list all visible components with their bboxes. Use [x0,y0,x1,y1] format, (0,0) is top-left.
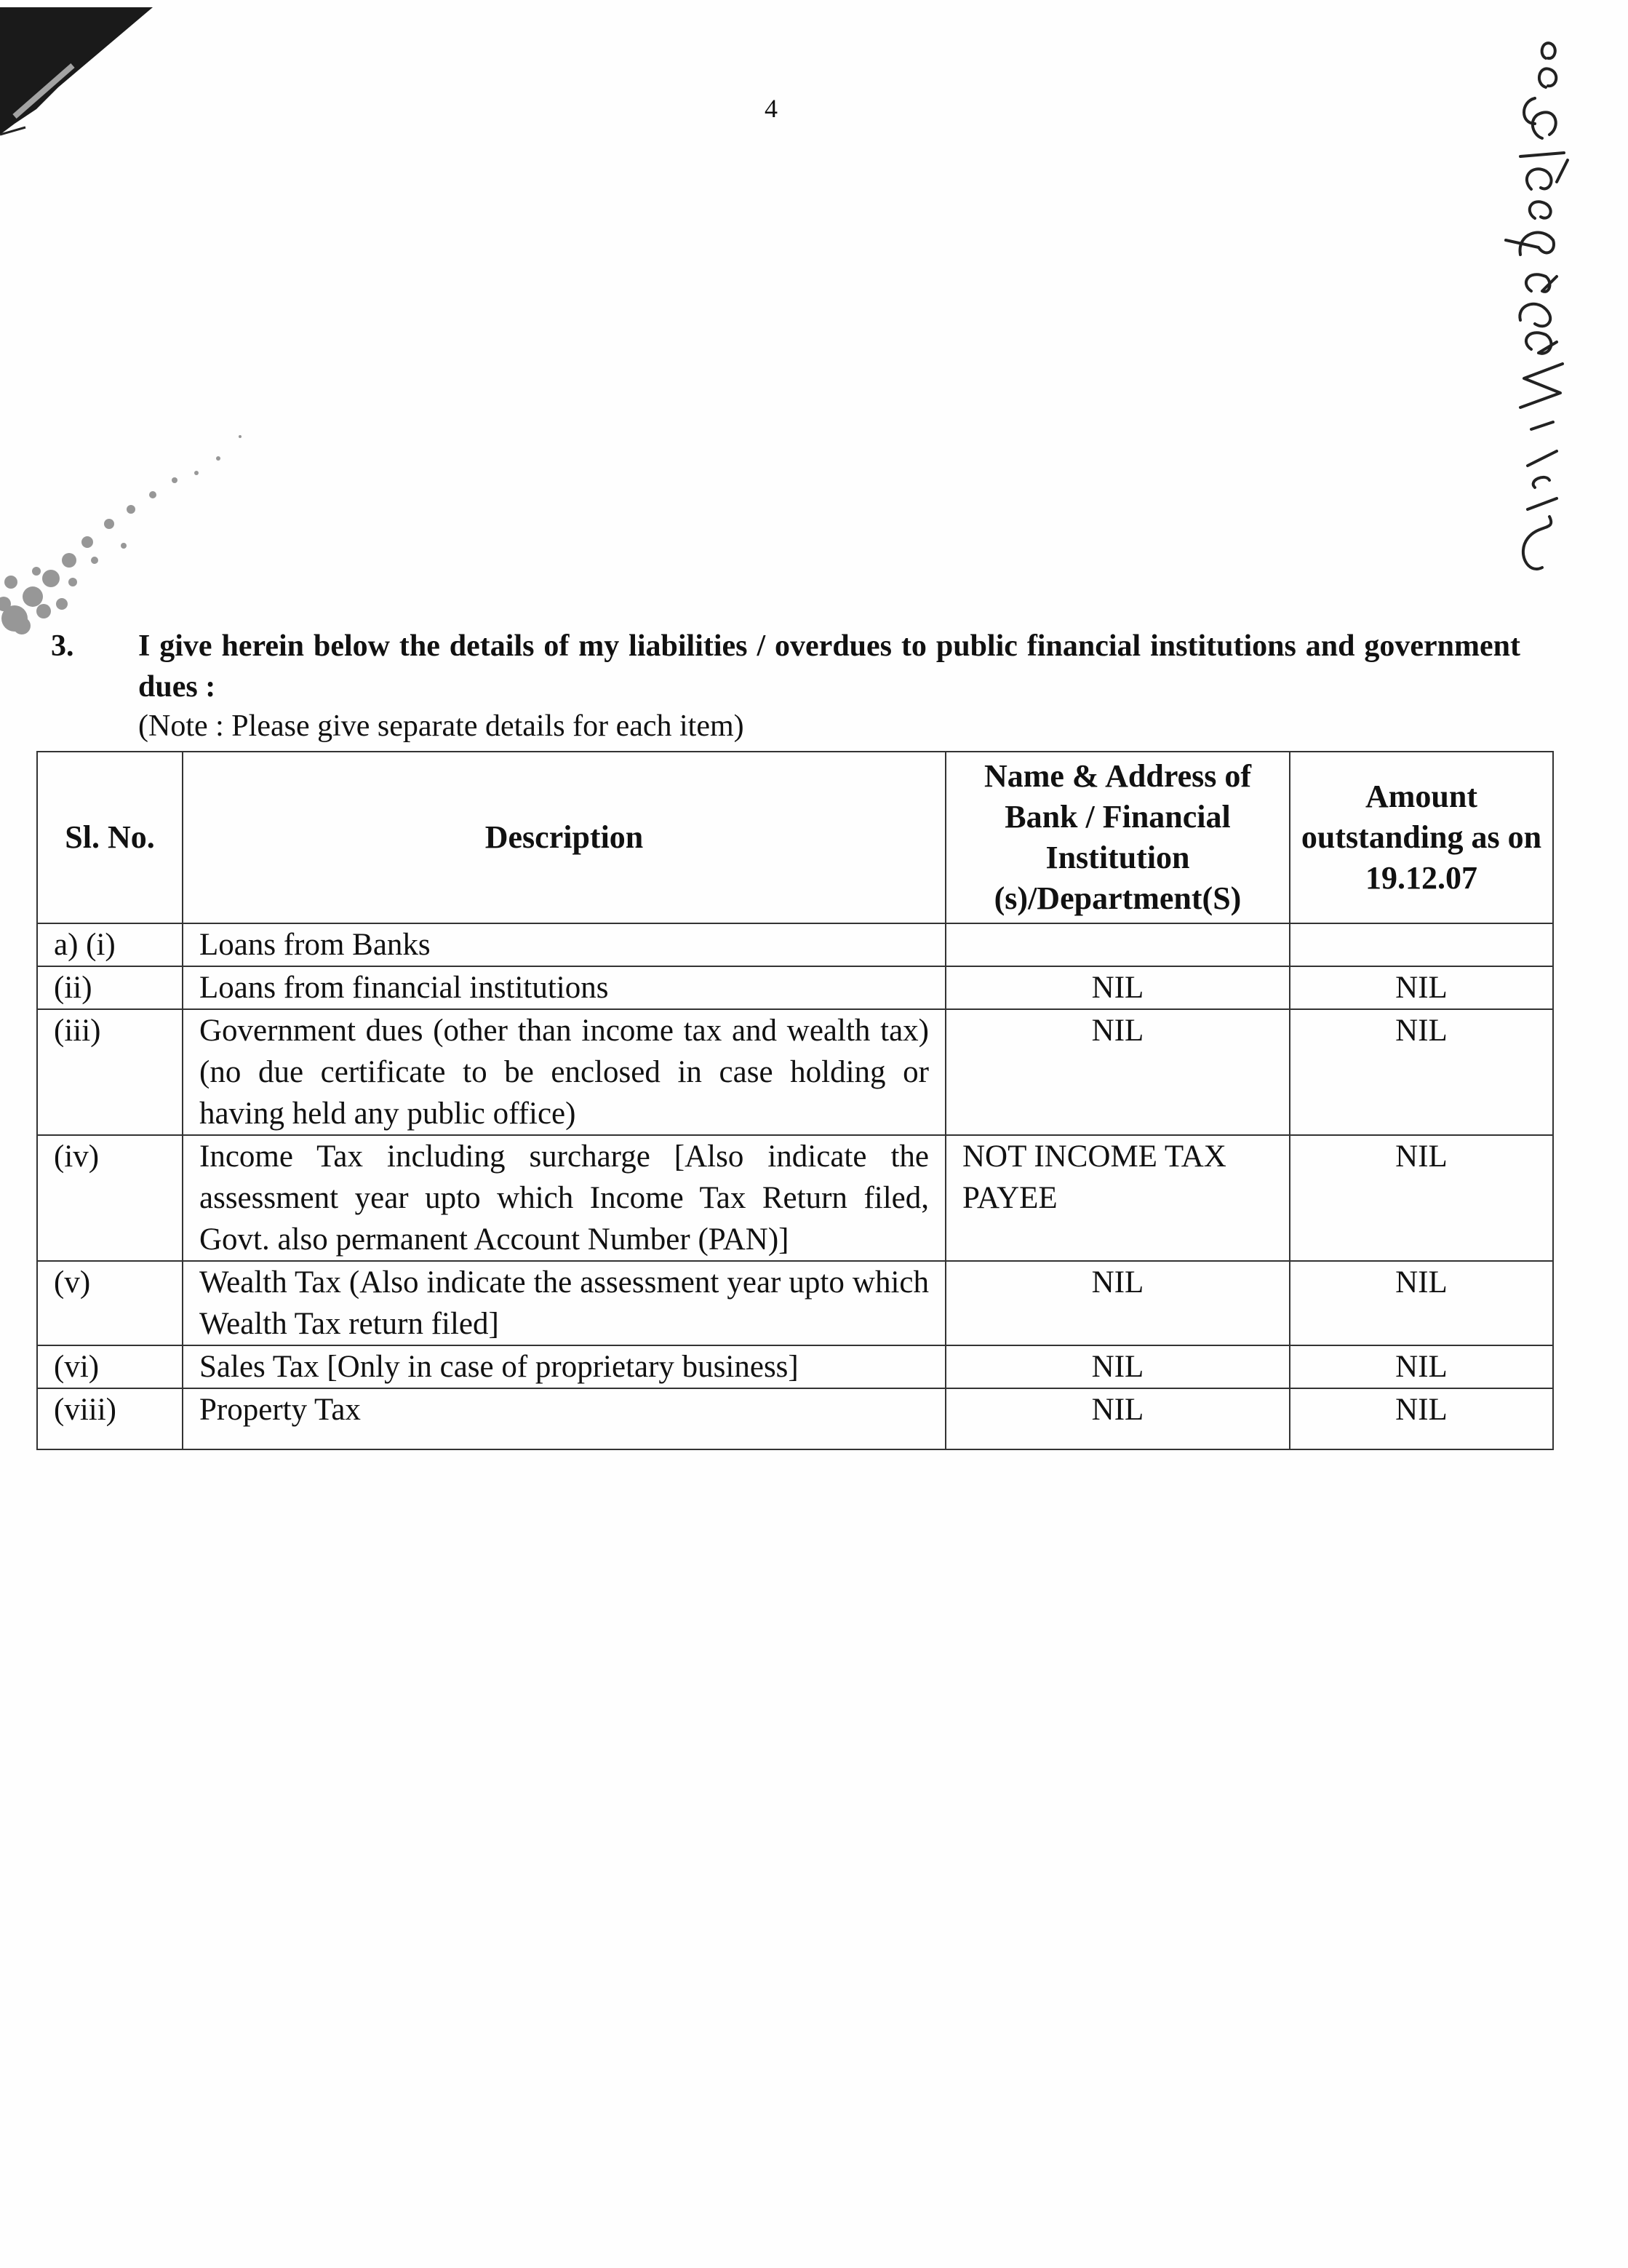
row-description: Government dues (other than income tax and wealth tax) (no due certificate to be enclosed in case holding or having held any public office) [183,1009,946,1135]
page-number: 4 [765,94,778,123]
table-row [37,1009,1553,1135]
scan-speckle-noise [0,407,306,640]
table-row [37,966,1553,1009]
liabilities-table [36,751,1554,1450]
row-sl-no: (ii) [37,966,183,1009]
row-amount: NIL [1290,1261,1553,1345]
row-description: Loans from financial institutions [183,966,946,1009]
row-bank: NIL [946,966,1290,1009]
row-bank: NIL [946,1009,1290,1135]
row-description: Income Tax including surcharge [Also indicate the assessment year upto which Income Tax Return filed, Govt. also permanent Account Number (PAN)] [183,1135,946,1261]
header-bank: Name & Address of Bank / Financial Institution (s)/Department(S) [946,752,1290,923]
row-amount: NIL [1290,1345,1553,1388]
row-sl-no: (viii) [37,1388,183,1449]
row-description: Wealth Tax (Also indicate the assessment year upto which Wealth Tax return filed] [183,1261,946,1345]
row-sl-no: (iv) [37,1135,183,1261]
row-sl-no: (v) [37,1261,183,1345]
table-row [37,1261,1553,1345]
table-row [37,1345,1553,1388]
header-sl-no: Sl. No. [37,752,183,923]
row-sl-no: (iii) [37,1009,183,1135]
row-amount: NIL [1290,1135,1553,1261]
header-description: Description [183,752,946,923]
row-description: Property Tax [183,1388,946,1449]
row-bank: NOT INCOME TAX PAYEE [946,1135,1290,1261]
row-amount: NIL [1290,1009,1553,1135]
table-row [37,1388,1553,1449]
row-bank: NIL [946,1261,1290,1345]
row-sl-no: (vi) [37,1345,183,1388]
row-amount: NIL [1290,1388,1553,1449]
scan-artifact-mark [0,0,160,146]
section-heading [36,626,1549,707]
row-bank: NIL [946,1388,1290,1449]
section-number: 3. [51,629,74,663]
handwritten-signature [1477,15,1586,597]
liabilities-section [36,626,1549,745]
row-description: Sales Tax [Only in case of proprietary business] [183,1345,946,1388]
table-header-row [37,752,1553,923]
row-bank [946,923,1290,966]
row-description: Loans from Banks [183,923,946,966]
header-amount: Amount outstanding as on 19.12.07 [1290,752,1553,923]
row-bank: NIL [946,1345,1290,1388]
section-note: (Note : Please give separate details for each item) [138,709,744,743]
section-heading-text: I give herein below the details of my liabilities / overdues to public financial institutions and government dues : [138,629,1520,704]
row-amount [1290,923,1553,966]
table-row [37,923,1553,966]
table-row [37,1135,1553,1261]
row-sl-no: a) (i) [37,923,183,966]
row-amount: NIL [1290,966,1553,1009]
